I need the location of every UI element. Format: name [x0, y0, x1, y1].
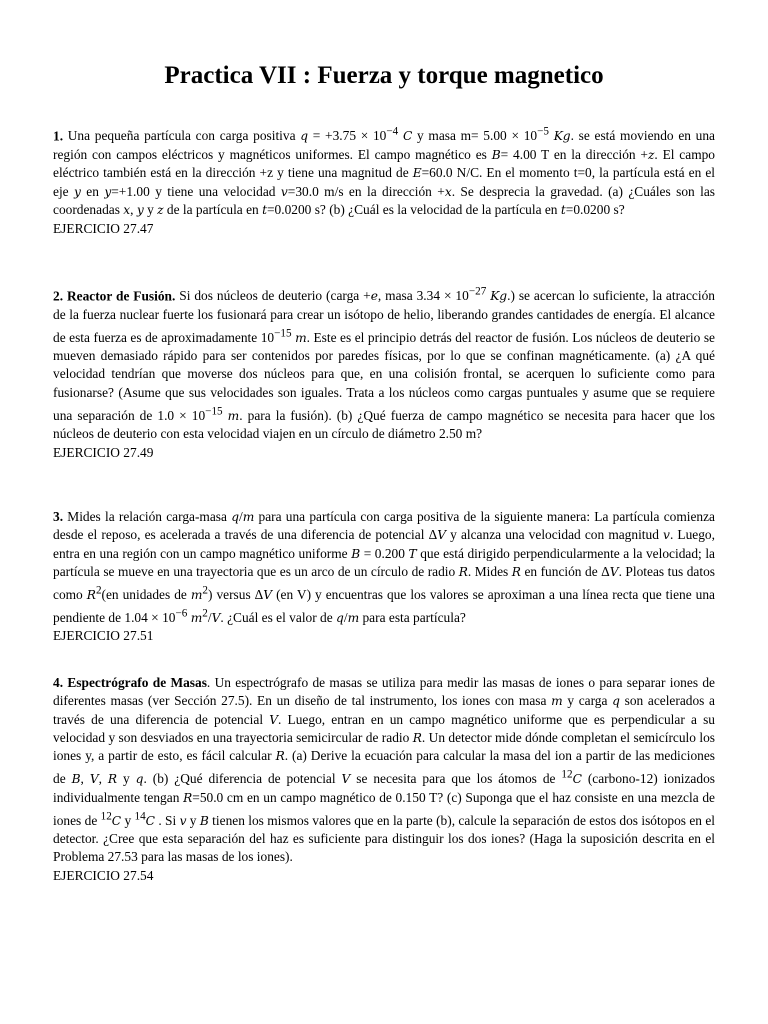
page-title: Practica VII : Fuerza y torque magnetico: [164, 62, 604, 89]
exercise-reference: EJERCICIO 27.47: [53, 220, 154, 236]
problem-3: [53, 508, 715, 646]
problem-number: 1.: [53, 128, 64, 144]
problem-heading: Espectrógrafo de Masas: [67, 674, 207, 690]
problem-number: 2.: [53, 288, 64, 304]
problem-2: [53, 283, 715, 462]
problem-1: [53, 123, 715, 238]
problem-body: Mides la relación carga-masa q/m para una partícula con carga positiva de la siguiente manera: La partícula comienza desde el reposo, es acelerada a través de una diferencia de potencial ΔV y alcanza una velocidad con magnitud v. Luego, entra en una región con un campo magnético uniforme B = 0.200 T que está dirigido perpendicularmente a la velocidad; la partícula se mueve en una trayectoria que es un arco de un círculo de radio R. Mides R en función de ΔV. Ploteas tus datos como $R^2(en$ unidades de $m^2$) versus ΔV (en V) y encuentras que los valores se aproximan a una línea recta que tiene una pendiente de $1.04 \times 10^{-6}$ $m^2/V$. ¿Cuál es el valor de q/m para esta partícula?: [53, 508, 716, 625]
exercise-reference: EJERCICIO 27.49: [53, 444, 154, 460]
problem-number: 3.: [53, 508, 64, 524]
exercise-reference: EJERCICIO 27.51: [53, 628, 154, 644]
problem-body: Si dos núcleos de deuterio (carga +e, masa $3.34 \times 10^{-27}$ Kg.) se acercan lo suficiente, la atracción de la fuerza nuclear fuerte los fusionará para crear un isótopo de helio, liberando grandes cantidades de energía. El alcance de esta fuerza es de aproximadamente $10^{-15}$ m. Este es el principio detrás del reactor de fusión. Los núcleos de deuterio se mueven demasiado rápido para ser contenidos por paredes físicas, por lo que se confinan magnéticamente. (a) ¿A qué velocidad tendrían que moverse dos núcleos para que, en una colisión frontal, se acerquen lo suficiente como para fusionarse? (Asume que sus velocidades son iguales. Trata a los núcleos como cargas puntuales y asume que se requiere una separación de $1.0 \times 10^{-15}$ m. para la fusión). (b) ¿Qué fuerza de campo magnético se necesita para hacer que los núcleos de deuterio con esta velocidad viajen en un círculo de diámetro 2.50 m?: [53, 285, 715, 442]
problem-4: [53, 674, 715, 885]
problem-body: . Un espectrógrafo de masas se utiliza para medir las masas de iones o para separar iones de diferentes masas (ver Sección 27.5). En un diseño de tal instrumento, los iones con masa m y carga q son acelerados a través de una diferencia de potencial V. Luego, entran en un campo magnético uniforme que es perpendicular a su velocidad y son desviados en una trayectoria semicircular de radio R. Un detector mide dónde completan el semicírculo los iones y, a partir de esto, es fácil calcular R. (a) Derive la ecuación para calcular la masa del ion a partir de las mediciones de B, V, R y q. (b) ¿Qué diferencia de potencial V se necesita para que los átomos de $^{12}$C (carbono-12) ionizados individualmente tengan R=50.0 cm en un campo magnético de 0.150 T? (c) Suponga que el haz consiste en una mezcla de iones de $^{12}$C y $^{14}$C . Si v y B tienen los mismos valores que en la parte (b), calcule la separación de estos dos isótopos en el detector. ¿Cree que esta separación del haz es suficiente para distinguir los dos iones? (Haga la suposición descrita en el Problema 27.53 para las masas de los iones).: [53, 674, 716, 865]
problem-body: Una pequeña partícula con carga positiva $q = +3.75 \times 10^{-4}$ C y masa $m= 5.00 \times 10^{-5}$ Kg. se está moviendo en una región con campos eléctricos y magnéticos uniformes. El campo magnético es B= 4.00 T en la dirección +z. El campo eléctrico también está en la dirección +z y tiene una magnitud de E=60.0 N/C. En el momento t=0, la partícula está en el eje y en y=+1.00 y tiene una velocidad v=30.0 m/s en la dirección +x. Se desprecia la gravedad. (a) ¿Cuáles son las coordenadas x, y y z de la partícula en t=0.0200 s? (b) ¿Cuál es la velocidad de la partícula en t=0.0200 s?: [53, 126, 716, 218]
problem-number: 4.: [53, 674, 64, 690]
problem-heading: Reactor de Fusión.: [66, 288, 176, 304]
exercise-reference: EJERCICIO 27.54: [53, 867, 154, 883]
